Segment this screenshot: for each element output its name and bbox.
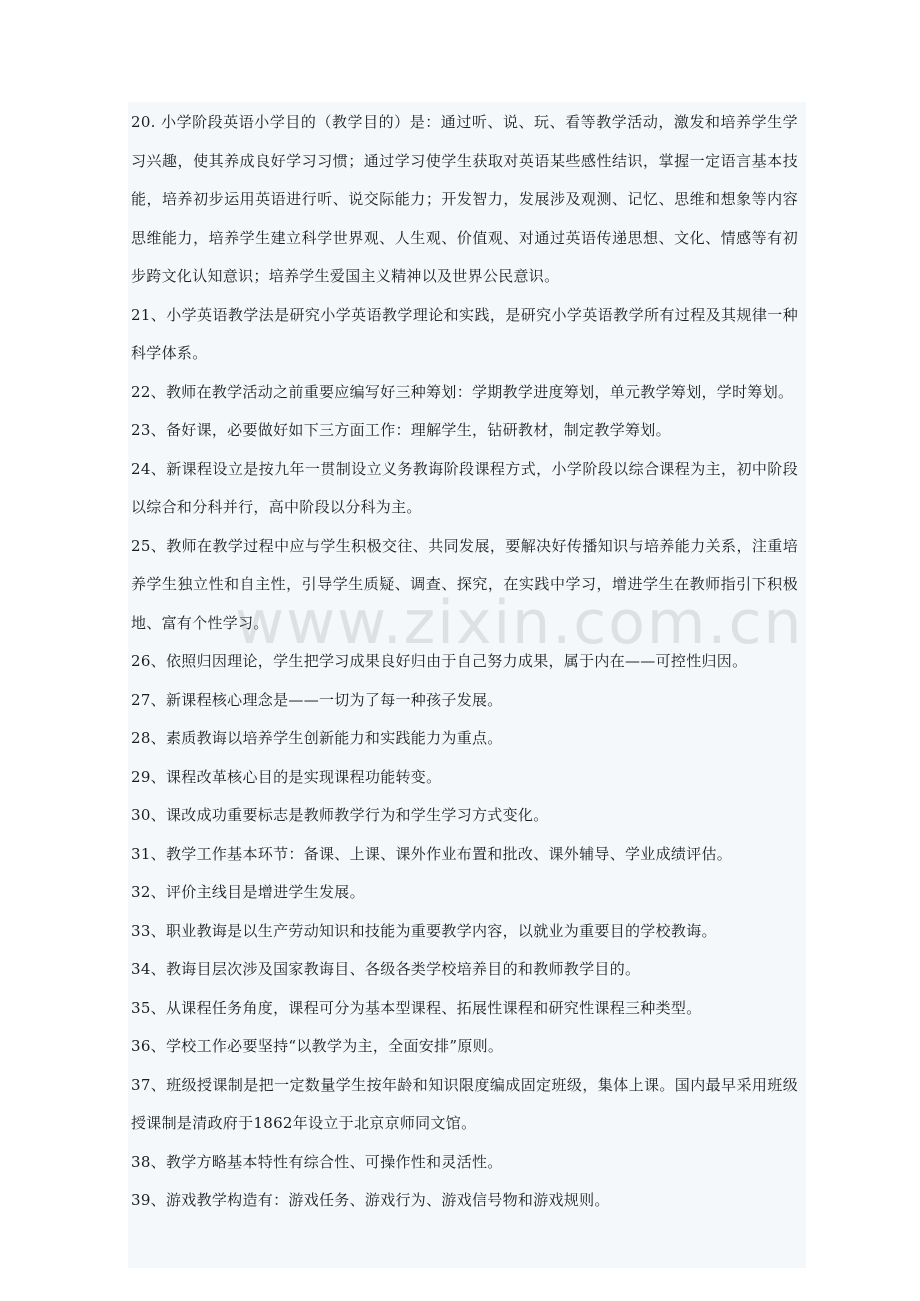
document-items	[131, 103, 798, 1220]
document-item: 23、备好课，必要做好如下三方面工作：理解学生，钻研教材，制定教学筹划。	[131, 421, 671, 439]
document-item: 36、学校工作必要坚持“以教学为主，全面安排”原则。	[131, 1037, 504, 1055]
document-item: 38、教学方略基本特性有综合性、可操作性和灵活性。	[131, 1152, 503, 1171]
document-item: 28、素质教诲以培养学生创新能力和实践能力为重点。	[131, 729, 503, 747]
document-item: 21、小学英语教学法是研究小学英语教学理论和实践，是研究小学英语教学所有过程及其规律一种科学体系。	[131, 305, 798, 362]
document-item: 22、教师在教学活动之前重要应编写好三种筹划：学期教学进度筹划，单元教学筹划，学时筹划。	[131, 382, 794, 401]
document-item: 34、教诲目层次涉及国家教诲目、各级各类学校培养目的和教师教学目的。	[131, 960, 641, 978]
document-item: 20. 小学阶段英语小学目的（教学目的）是：通过听、说、玩、看等教学活动，激发和培养学生学习兴趣，使其养成良好学习习惯；通过学习使学生获取对英语某些感性结识，掌握一定语言基本技能，培养初步运用英语进行听、说交际能力；开发智力，发展涉及观测、记忆、思维和想象等内容思维能力，培养学生建立科学世界观、人生观、价值观、对通过英语传递思想、文化、情感等有初步跨文化认知意识；培养学生爱国主义精神以及世界公民意识。	[131, 113, 798, 285]
document-item: 31、教学工作基本环节：备课、上课、课外作业布置和批改、课外辅导、学业成绩评估。	[131, 844, 733, 863]
document-item: 32、评价主线目是增进学生发展。	[131, 883, 365, 901]
document-item: 33、职业教诲是以生产劳动知识和技能为重要教学内容，以就业为重要目的学校教诲。	[131, 921, 717, 940]
document-item: 26、依照归因理论，学生把学习成果良好归由于自己努力成果，属于内在——可控性归因。	[131, 652, 748, 670]
document-item: 29、课程改革核心目的是实现课程功能转变。	[131, 767, 442, 786]
document-item: 39、游戏教学构造有：游戏任务、游戏行为、游戏信号物和游戏规则。	[131, 1191, 610, 1209]
document-item: 25、教师在教学过程中应与学生积极交往、共同发展，要解决好传播知识与培养能力关系，注重培养学生独立性和自主性，引导学生质疑、调查、探究，在实践中学习，增进学生在教师指引下积极地、富有个性学习。	[131, 536, 798, 632]
document-item: 27、新课程核心理念是——一切为了每一种孩子发展。	[131, 690, 503, 709]
document-item: 35、从课程任务角度，课程可分为基本型课程、拓展性课程和研究性课程三种类型。	[131, 998, 702, 1017]
document-item: 37、班级授课制是把一定数量学生按年龄和知识限度编成固定班级，集体上课。国内最早采用班级授课制是清政府于1862年设立于北京京师同文馆。	[131, 1075, 798, 1132]
document-item: 30、课改成功重要标志是教师教学行为和学生学习方式变化。	[131, 806, 549, 824]
document-item: 24、新课程设立是按九年一贯制设立义务教诲阶段课程方式，小学阶段以综合课程为主，初中阶段以综合和分科并行，高中阶段以分科为主。	[131, 459, 798, 516]
